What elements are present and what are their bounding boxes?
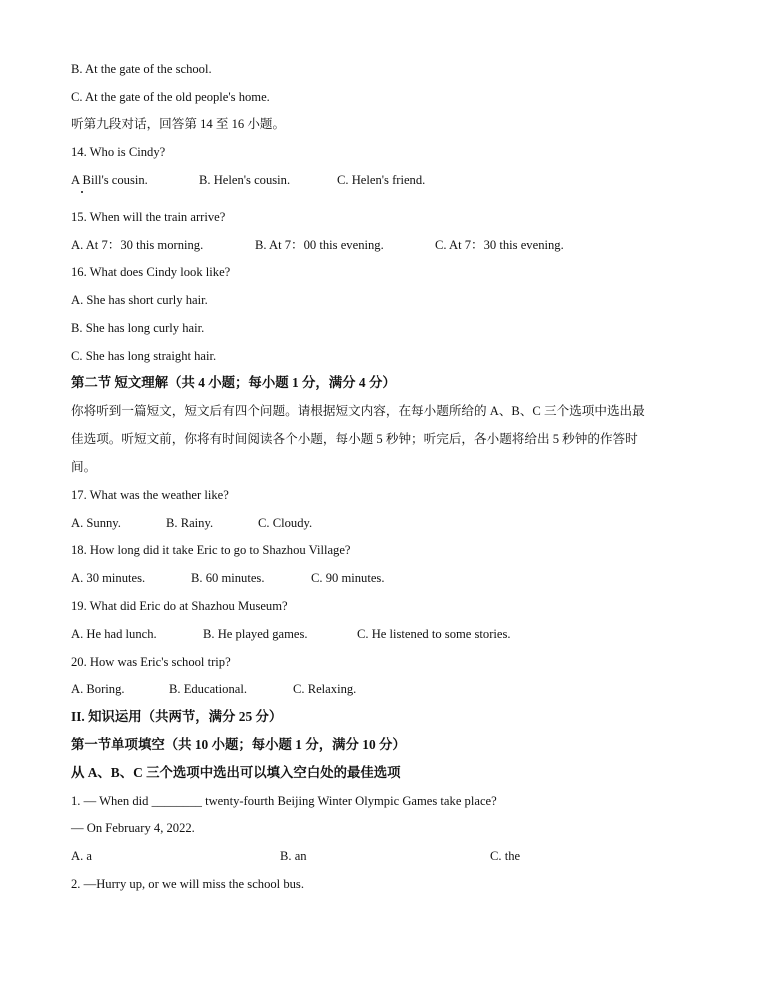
mc1-option-b: B. an	[280, 849, 307, 863]
question-15: 15. When will the train arrive?	[71, 210, 226, 224]
mc1-option-a: A. a	[71, 849, 92, 863]
q14-option-b: B. Helen's cousin.	[199, 173, 291, 187]
question-1: 1. — When did ________ twenty-fourth Beijing Winter Olympic Games take place?	[71, 794, 497, 808]
question-16: 16. What does Cindy look like?	[71, 265, 231, 279]
stray-dot	[81, 191, 83, 193]
question-2: 2. —Hurry up, or we will miss the school bus.	[71, 877, 304, 891]
option-line: C. At the gate of the old people's home.	[71, 90, 270, 104]
part-heading: II. 知识运用（共两节，满分 25 分）	[71, 709, 283, 724]
question-18: 18. How long did it take Eric to go to Shazhou Village?	[71, 543, 351, 557]
section-instruction: 从 A、B、C 三个选项中选出可以填入空白处的最佳选项	[71, 765, 401, 780]
q14-option-a: A Bill's cousin.	[71, 173, 148, 187]
mc1-option-c: C. the	[490, 849, 521, 863]
q16-option-b: B. She has long curly hair.	[71, 321, 205, 335]
q19-option-c: C. He listened to some stories.	[357, 627, 511, 641]
question-20: 20. How was Eric's school trip?	[71, 655, 231, 669]
q15-option-a: A. At 7：30 this morning.	[71, 238, 204, 252]
section-heading: 第二节 短文理解（共 4 小题；每小题 1 分，满分 4 分）	[71, 375, 396, 390]
q20-option-c: C. Relaxing.	[293, 682, 357, 696]
q15-option-c: C. At 7：30 this evening.	[435, 238, 564, 252]
q20-option-a: A. Boring.	[71, 682, 125, 696]
q17-option-a: A. Sunny.	[71, 516, 121, 530]
q18-option-a: A. 30 minutes.	[71, 571, 146, 585]
q20-option-b: B. Educational.	[169, 682, 247, 696]
question-1-answer-line: — On February 4, 2022.	[71, 821, 195, 835]
q17-option-b: B. Rainy.	[166, 516, 214, 530]
instruction-line: 佳选项。听短文前，你将有时间阅读各个小题，每小题 5 秒钟；听完后，各小题将给出 5 秒钟的作答时	[71, 432, 638, 446]
q16-option-c: C. She has long straight hair.	[71, 349, 217, 363]
q19-option-b: B. He played games.	[203, 627, 308, 641]
section-heading: 第一节单项填空（共 10 小题；每小题 1 分，满分 10 分）	[71, 737, 406, 752]
q19-option-a: A. He had lunch.	[71, 627, 157, 641]
question-19: 19. What did Eric do at Shazhou Museum?	[71, 599, 288, 613]
q15-option-b: B. At 7：00 this evening.	[255, 238, 384, 252]
option-line: B. At the gate of the school.	[71, 62, 212, 76]
q18-option-b: B. 60 minutes.	[191, 571, 265, 585]
instruction-line: 间。	[71, 460, 97, 474]
q17-option-c: C. Cloudy.	[258, 516, 313, 530]
instruction-line: 你将听到一篇短文，短文后有四个问题。请根据短文内容，在每小题所给的 A、B、C 三个选项中选出最	[71, 404, 645, 418]
question-14: 14. Who is Cindy?	[71, 145, 166, 159]
instruction-line: 听第九段对话，回答第 14 至 16 小题。	[71, 117, 286, 131]
q18-option-c: C. 90 minutes.	[311, 571, 385, 585]
q16-option-a: A. She has short curly hair.	[71, 293, 208, 307]
question-17: 17. What was the weather like?	[71, 488, 229, 502]
q14-option-c: C. Helen's friend.	[337, 173, 426, 187]
